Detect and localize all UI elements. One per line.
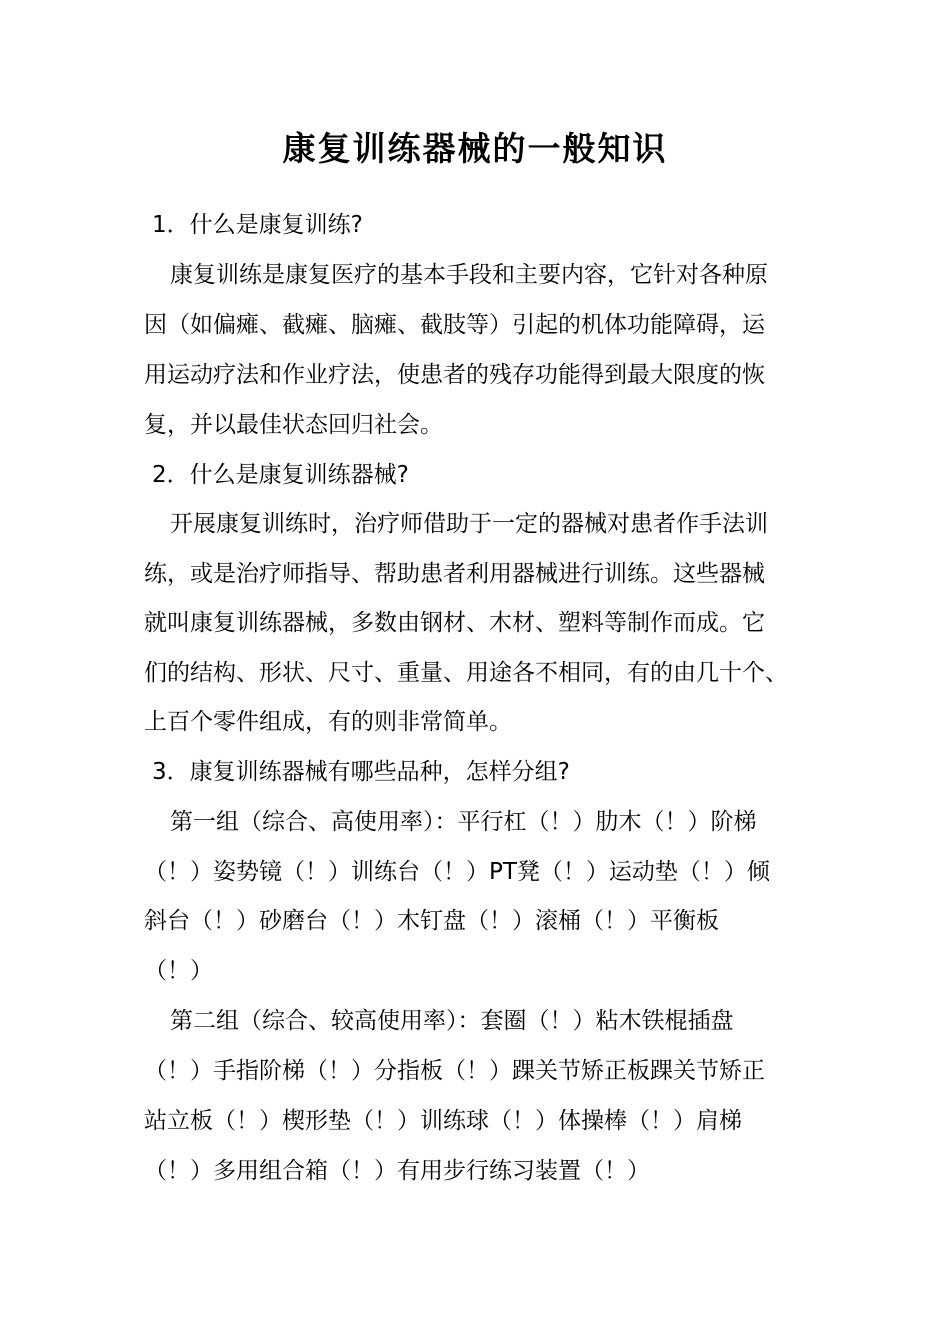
paragraph-line: （！）多用组合箱（！）有用步行练习装置（！） — [144, 1158, 650, 1184]
paragraph-line: 上百个零件组成，有的则非常简单。 — [144, 709, 512, 735]
paragraph-line: （！） — [144, 958, 213, 984]
document-title: 康复训练器械的一般知识 — [282, 129, 668, 168]
paragraph-line: （！）手指阶梯（！）分指板（！）踝关节矫正板踝关节矫正 — [144, 1058, 765, 1084]
paragraph-line: 第二组（综合、较高使用率）：套圈（！）粘木铁棍插盘 — [170, 1008, 734, 1034]
paragraph-line: 们的结构、形状、尺寸、重量、用途各不相同，有的由几十个、 — [144, 660, 788, 686]
question-heading-2: 2．什么是康复训练器械? — [152, 462, 409, 488]
paragraph-line: 因（如偏瘫、截瘫、脑瘫、截肢等）引起的机体功能障碍，运 — [144, 312, 765, 338]
paragraph-line: 复，并以最佳状态回归社会。 — [144, 412, 443, 438]
paragraph-line: 开展康复训练时，治疗师借助于一定的器械对患者作手法训 — [170, 511, 768, 537]
paragraph-line: 斜台（！）砂磨台（！）木钉盘（！）滚桶（！）平衡板 — [144, 908, 719, 934]
paragraph-line: 第一组（综合、高使用率）：平行杠（！）肋木（！）阶梯 — [170, 809, 757, 835]
paragraph-line: 练，或是治疗师指导、帮助患者利用器械进行训练。这些器械 — [144, 561, 765, 587]
paragraph-line: 康复训练是康复医疗的基本手段和主要内容，它针对各种原 — [170, 262, 768, 288]
paragraph-line: 就叫康复训练器械，多数由钢材、木材、塑料等制作而成。它 — [144, 610, 765, 636]
question-heading-3: 3．康复训练器械有哪些品种，怎样分组? — [152, 759, 570, 785]
paragraph-line: 用运动疗法和作业疗法，使患者的残存功能得到最大限度的恢 — [144, 362, 765, 388]
paragraph-line: 站立板（！）楔形垫（！）训练球（！）体操棒（！）肩梯 — [144, 1108, 742, 1134]
paragraph-line: （！）姿势镜（！）训练台（！）PT凳（！）运动垫（！）倾 — [144, 859, 770, 885]
question-heading-1: 1．什么是康复训练? — [152, 212, 363, 238]
